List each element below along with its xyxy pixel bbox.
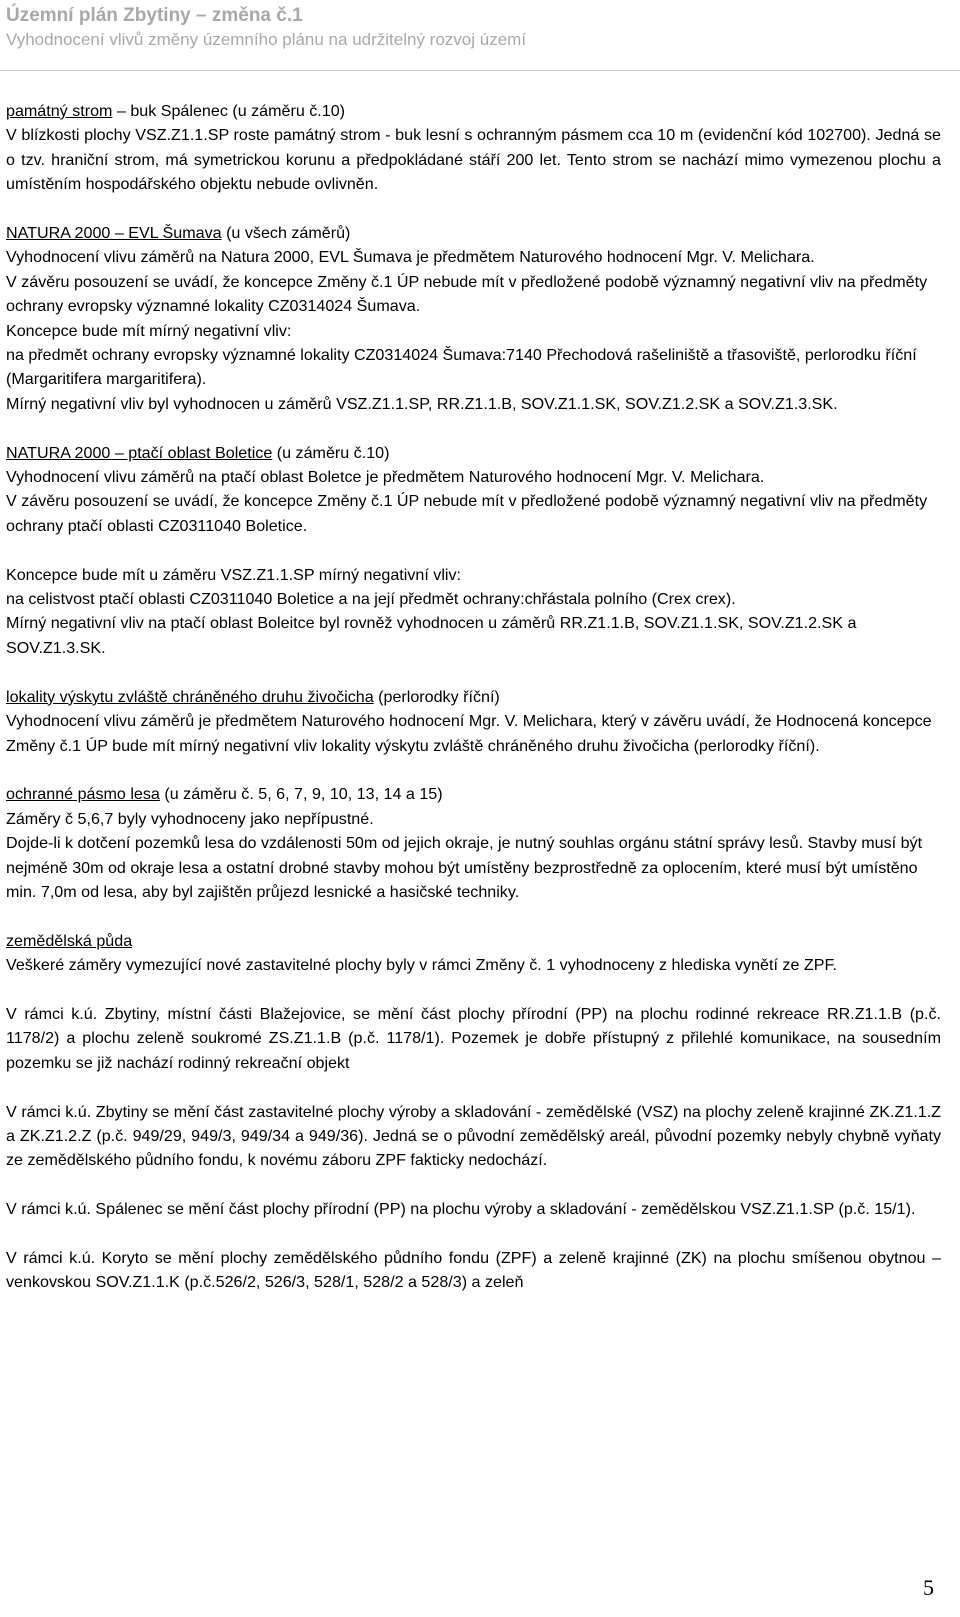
paragraph: V rámci k.ú. Zbytiny se mění část zastavitelné plochy výroby a skladování - zemědělské (VSZ) na plochy zeleně krajinné ZK.Z1.1.Z a ZK.Z1.2.Z (p.č. 949/29, 949/3, 949/34 a 949/36). Jedná se o původní zemědělský areál, původní pozemky nebyly chybně vyňaty ze zemědělského půdního fondu, k novému záboru ZPF fakticky nedochází. <box>6 1102 941 1170</box>
page-header <box>6 4 950 52</box>
paragraph: na předmět ochrany evropsky významné lokality CZ0314024 Šumava:7140 Přechodová rašeliniště a třasoviště, perlorodku říční (Margaritifera margaritifera). <box>6 346 917 389</box>
paragraph: Dojde-li k dotčení pozemků lesa do vzdálenosti 50m od jejich okraje, je nutný souhlas orgánu státní správy lesů. Stavby musí být nejméně 30m od okraje lesa a ostatní drobné stavby mohou být umístěny bezprostředně za oplocením, které musí být umístěno min. 7,0m od lesa, aby byl zajištěn průjezd lesnické a hasičské techniky. <box>6 834 923 901</box>
section-heading-underlined: NATURA 2000 – ptačí oblast Boletice <box>6 443 273 462</box>
section-heading-rest: – buk Spálenec (u záměru č.10) <box>112 102 346 120</box>
section-heading <box>6 782 941 806</box>
section-heading-underlined: zemědělská půda <box>6 931 133 950</box>
section-heading <box>6 929 941 953</box>
document-title: Územní plán Zbytiny – změna č.1 <box>6 5 303 26</box>
paragraph: V rámci k.ú. Koryto se mění plochy zemědělského půdního fondu (ZPF) a zeleně krajinné (ZK) na plochu smíšenou obytnou – venkovskou SOV.Z1.1.K (p.č.526/2, 526/3, 528/1, 528/2 a 528/3) a zeleň <box>6 1248 941 1292</box>
header-rule <box>0 70 960 71</box>
paragraph: V závěru posouzení se uvádí, že koncepce Změny č.1 ÚP nebude mít v předložené podobě významný negativní vliv na předměty ochrany ptačí oblasti CZ0311040 Boletice. <box>6 492 928 535</box>
paragraph: V rámci k.ú. Zbytiny, místní části Blažejovice, se mění část plochy přírodní (PP) na plochu rodinné rekreace RR.Z1.1.B (p.č. 1178/2) a plochu zeleně soukromé ZS.Z1.1.B (p.č. 1178/1). Pozemek je dobře přístupný z přilehlé komunikace, na sousedním pozemku se již nachází rodinný rekreační objekt <box>6 1004 941 1072</box>
paragraph: V závěru posouzení se uvádí, že koncepce Změny č.1 ÚP nebude mít v předložené podobě významný negativní vliv na předměty ochrany evropsky významné lokality CZ0314024 Šumava. <box>6 272 928 316</box>
section-heading-underlined: lokality výskytu zvláště chráněného druhu živočicha <box>6 687 374 706</box>
paragraph: na celistvost ptačí oblasti CZ0311040 Boletice a na její předmět ochrany:chřástala polního (Crex crex). <box>6 590 736 609</box>
section-heading <box>6 441 941 465</box>
paragraph: Koncepce bude mít u záměru VSZ.Z1.1.SP mírný negativní vliv: <box>6 565 462 584</box>
section-heading <box>6 685 941 709</box>
paragraph: Mírný negativní vliv byl vyhodnocen u záměrů VSZ.Z1.1.SP, RR.Z1.1.B, SOV.Z1.1.SK, SOV.Z1.2.SK a SOV.Z1.3.SK. <box>6 394 838 413</box>
section-heading-underlined: památný strom <box>6 102 113 120</box>
paragraph: V blízkosti plochy VSZ.Z1.1.SP roste památný strom - buk lesní s ochranným pásmem cca 10 m (evidenční kód 102700). Jedná se o tzv. hraniční strom, má symetrickou korunu a předpokládané stáří 200 let. Tento strom se nachází mimo vymezenou plochu a umístěním hospodářského objektu nebude ovlivněn. <box>6 126 941 194</box>
section-heading-rest: (u záměru č. 5, 6, 7, 9, 10, 13, 14 a 15) <box>159 785 443 804</box>
section-heading-rest: (u záměru č.10) <box>272 443 390 462</box>
paragraph: Veškeré záměry vymezující nové zastavitelné plochy byly v rámci Změny č. 1 vyhodnoceny z hlediska vynětí ze ZPF. <box>6 956 837 975</box>
page-number: 5 <box>923 1575 934 1600</box>
paragraph: Vyhodnocení vlivu záměrů na ptačí oblast Boletce je předmětem Naturového hodnocení Mgr. V. Melichara. <box>6 468 765 487</box>
paragraph: Vyhodnocení vlivu záměrů je předmětem Naturového hodnocení Mgr. V. Melichara, který v závěru uvádí, že Hodnocená koncepce Změny č.1 ÚP bude mít mírný negativní vliv lokality výskytu zvláště chráněného druhu živočicha (perlorodky říční). <box>6 712 932 755</box>
section-heading-underlined: ochranné pásmo lesa <box>6 785 160 804</box>
paragraph: Mírný negativní vliv na ptačí oblast Boleitce byl rovněž vyhodnocen u záměrů RR.Z1.1.B, SOV.Z1.1.SK, SOV.Z1.2.SK a SOV.Z1.3.SK. <box>6 614 857 657</box>
paragraph: Záměry č 5,6,7 byly vyhodnoceny jako nepřípustné. <box>6 809 374 828</box>
paragraph: Koncepce bude mít mírný negativní vliv: <box>6 321 292 340</box>
section-heading-rest: (u všech záměrů) <box>221 224 351 243</box>
document-body <box>6 99 941 1295</box>
paragraph: V rámci k.ú. Spálenec se mění část plochy přírodní (PP) na plochu výroby a skladování - zemědělskou VSZ.Z1.1.SP (p.č. 15/1). <box>6 1200 916 1219</box>
section-heading <box>6 221 941 245</box>
section-heading-rest: (perlorodky říční) <box>373 687 500 706</box>
section-heading-underlined: NATURA 2000 – EVL Šumava <box>6 224 222 243</box>
section-heading <box>6 99 941 123</box>
paragraph: Vyhodnocení vlivu záměrů na Natura 2000, EVL Šumava je předmětem Naturového hodnocení Mgr. V. Melichara. <box>6 248 815 267</box>
document-subtitle: Vyhodnocení vlivů změny územního plánu na udržitelný rozvoj území <box>6 30 527 49</box>
